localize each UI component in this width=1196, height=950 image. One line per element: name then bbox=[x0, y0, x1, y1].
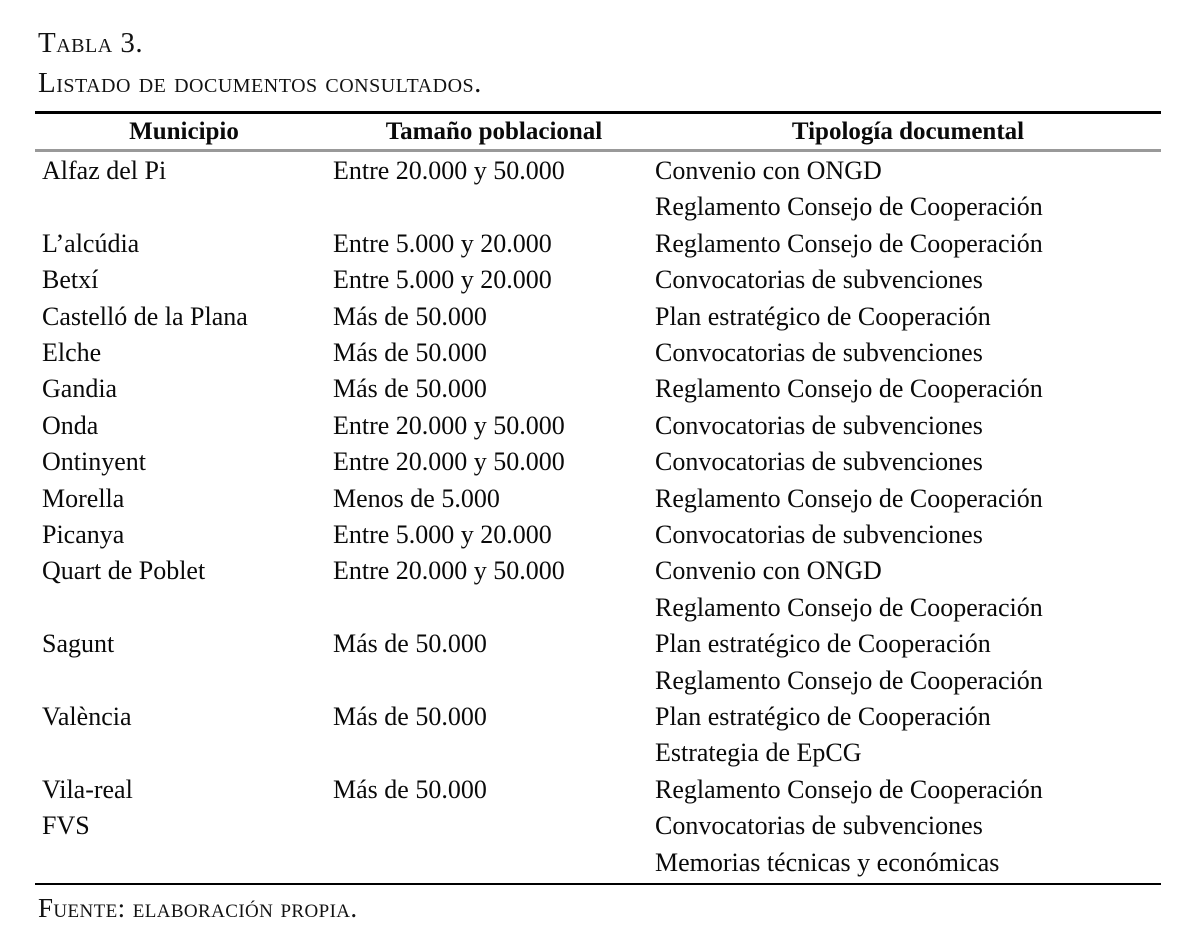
table-caption-number: Tabla 3. bbox=[38, 27, 144, 59]
document-type-line: Estrategia de EpCG bbox=[655, 738, 862, 768]
cell-tamano-poblacional: Entre 20.000 y 50.000 bbox=[333, 556, 565, 586]
cell-tipologia-documental bbox=[655, 481, 1161, 517]
cell-tipologia-documental bbox=[655, 699, 1161, 772]
cell-tamano-poblacional: Más de 50.000 bbox=[333, 338, 487, 367]
table-row bbox=[35, 772, 1161, 808]
table-row bbox=[35, 808, 1161, 881]
document-type-line: Convocatorias de subvenciones bbox=[655, 338, 983, 367]
cell-tipologia-documental bbox=[655, 772, 1161, 808]
cell-tamano-poblacional: Entre 5.000 y 20.000 bbox=[333, 265, 552, 295]
document-type-line: Memorias técnicas y económicas bbox=[655, 847, 1000, 877]
cell-tamano-poblacional: Más de 50.000 bbox=[333, 629, 487, 659]
cell-tipologia-documental bbox=[655, 153, 1161, 226]
document-type-line: Reglamento Consejo de Cooperación bbox=[655, 665, 1043, 695]
column-header-municipio: Municipio bbox=[129, 117, 239, 145]
document-type-line: Reglamento Consejo de Cooperación bbox=[655, 374, 1043, 404]
table-header-row bbox=[35, 111, 1161, 152]
cell-tamano-poblacional: Más de 50.000 bbox=[333, 301, 487, 331]
cell-municipio: Morella bbox=[42, 483, 125, 513]
document-type-line: Convenio con ONGD bbox=[655, 156, 882, 185]
table-row bbox=[35, 626, 1161, 699]
cell-tipologia-documental bbox=[655, 408, 1161, 444]
cell-tipologia-documental bbox=[655, 226, 1161, 262]
document-type-line: Reglamento Consejo de Cooperación bbox=[655, 192, 1043, 222]
cell-tipologia-documental bbox=[655, 553, 1161, 626]
document-type-line: Convocatorias de subvenciones bbox=[655, 265, 983, 295]
cell-tipologia-documental bbox=[655, 335, 1161, 371]
document-type-line: Convocatorias de subvenciones bbox=[655, 811, 983, 841]
column-header-tamano-poblacional: Tamaño poblacional bbox=[385, 117, 603, 145]
cell-municipio: Ontinyent bbox=[42, 447, 146, 477]
document-type-line: Convocatorias de subvenciones bbox=[655, 447, 983, 477]
document-type-line: Plan estratégico de Cooperación bbox=[655, 702, 991, 731]
cell-tamano-poblacional: Entre 5.000 y 20.000 bbox=[333, 228, 552, 258]
document-type-line: Convocatorias de subvenciones bbox=[655, 410, 983, 440]
cell-tipologia-documental bbox=[655, 517, 1161, 553]
cell-tipologia-documental bbox=[655, 299, 1161, 335]
cell-tamano-poblacional: Entre 20.000 y 50.000 bbox=[333, 156, 565, 185]
cell-tamano-poblacional: Menos de 5.000 bbox=[333, 483, 500, 513]
cell-municipio: L’alcúdia bbox=[42, 228, 140, 258]
table-row bbox=[35, 481, 1161, 517]
table-row bbox=[35, 408, 1161, 444]
cell-municipio: Gandia bbox=[42, 374, 118, 404]
table-row bbox=[35, 262, 1161, 298]
cell-municipio: Picanya bbox=[42, 520, 125, 550]
table-row bbox=[35, 699, 1161, 772]
document-type-line: Reglamento Consejo de Cooperación bbox=[655, 774, 1043, 804]
document-type-line: Reglamento Consejo de Cooperación bbox=[655, 228, 1043, 258]
table-row bbox=[35, 299, 1161, 335]
cell-tamano-poblacional: Entre 20.000 y 50.000 bbox=[333, 410, 565, 440]
cell-municipio: Elche bbox=[42, 338, 102, 367]
cell-tamano-poblacional: Más de 50.000 bbox=[333, 374, 487, 404]
table-row bbox=[35, 517, 1161, 553]
table-source-note: Fuente: elaboración propia. bbox=[38, 893, 358, 923]
cell-tipologia-documental bbox=[655, 444, 1161, 480]
table-row bbox=[35, 226, 1161, 262]
cell-tamano-poblacional: Más de 50.000 bbox=[333, 702, 487, 731]
document-type-line: Plan estratégico de Cooperación bbox=[655, 629, 991, 659]
document-type-line: Reglamento Consejo de Cooperación bbox=[655, 483, 1043, 513]
document-type-line: Convocatorias de subvenciones bbox=[655, 520, 983, 550]
table-row bbox=[35, 371, 1161, 407]
cell-municipio: Onda bbox=[42, 410, 99, 440]
cell-tipologia-documental bbox=[655, 262, 1161, 298]
cell-municipio: València bbox=[42, 702, 132, 731]
cell-municipio: Castelló de la Plana bbox=[42, 301, 248, 331]
table-row bbox=[35, 553, 1161, 626]
table-caption-title: Listado de documentos consultados. bbox=[38, 67, 482, 99]
cell-municipio: FVS bbox=[42, 811, 90, 841]
cell-municipio: Quart de Poblet bbox=[42, 556, 206, 586]
cell-tamano-poblacional: Entre 20.000 y 50.000 bbox=[333, 447, 565, 477]
document-type-line: Convenio con ONGD bbox=[655, 556, 882, 586]
cell-tamano-poblacional: Entre 5.000 y 20.000 bbox=[333, 520, 552, 550]
cell-tipologia-documental bbox=[655, 808, 1161, 881]
cell-municipio: Vila-real bbox=[42, 774, 133, 804]
cell-tipologia-documental bbox=[655, 371, 1161, 407]
table-body bbox=[35, 152, 1161, 885]
document-type-line: Reglamento Consejo de Cooperación bbox=[655, 592, 1043, 622]
table-row bbox=[35, 153, 1161, 226]
table-row bbox=[35, 444, 1161, 480]
table-row bbox=[35, 335, 1161, 371]
documents-table bbox=[35, 111, 1161, 885]
cell-municipio: Sagunt bbox=[42, 629, 115, 659]
cell-tipologia-documental bbox=[655, 626, 1161, 699]
cell-municipio: Alfaz del Pi bbox=[42, 156, 167, 185]
cell-municipio: Betxí bbox=[42, 265, 99, 295]
document-type-line: Plan estratégico de Cooperación bbox=[655, 301, 991, 331]
cell-tamano-poblacional: Más de 50.000 bbox=[333, 774, 487, 804]
column-header-tipologia-documental: Tipología documental bbox=[791, 117, 1025, 145]
